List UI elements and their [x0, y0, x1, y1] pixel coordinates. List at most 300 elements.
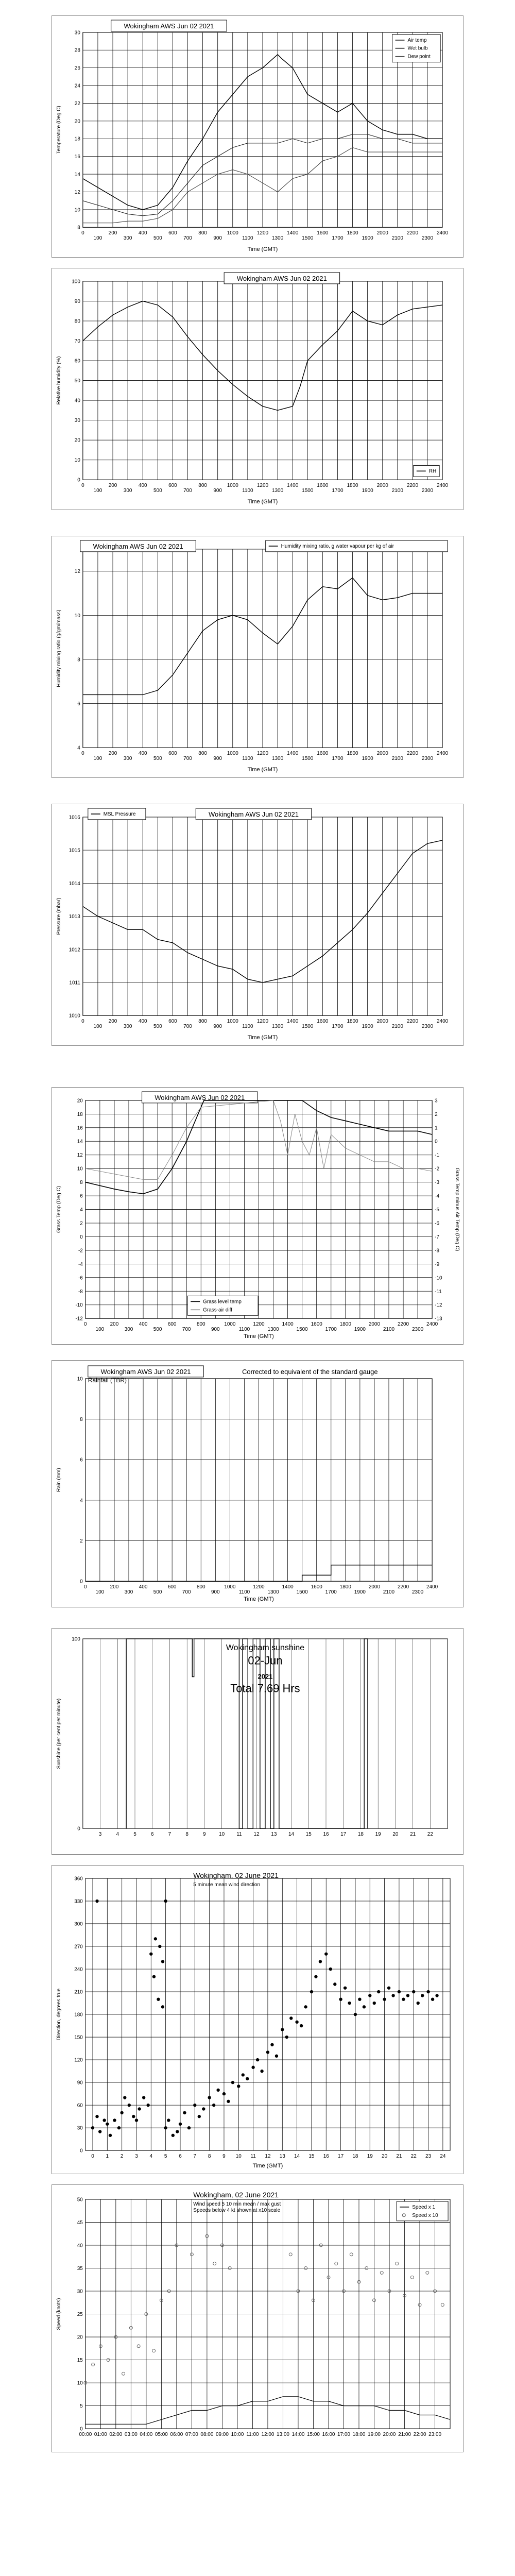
x-tick-label: 300 — [124, 1589, 133, 1596]
x-tick-label: 800 — [198, 483, 207, 489]
y-tick-label: 2 — [80, 1221, 83, 1227]
x-tick-label: 800 — [198, 751, 207, 757]
y2-tick-label: 0 — [435, 1139, 438, 1145]
x-tick-label: 0 — [81, 751, 84, 757]
x-tick-label: 21 — [396, 2154, 402, 2160]
x-tick-label: 1000 — [224, 1321, 236, 1328]
data-point — [421, 1994, 424, 1997]
x-tick-label: 15 — [308, 2154, 315, 2160]
x-axis-label: Time (GMT) — [247, 246, 278, 253]
chart-title: Wokingham AWS Jun 02 2021 — [154, 1093, 245, 1101]
x-tick-label: 400 — [139, 1321, 148, 1328]
x-tick-label: 13:00 — [276, 2432, 289, 2438]
y-tick-label: 300 — [74, 1921, 83, 1927]
x-tick-label: 1800 — [339, 1584, 351, 1590]
x-tick-label: 24 — [440, 2154, 446, 2160]
chart-svg-6 — [52, 1361, 463, 1607]
x-tick-label: 800 — [196, 1321, 205, 1328]
x-tick-label: 17:00 — [337, 2432, 350, 2438]
x-tick-label: 800 — [196, 1584, 205, 1590]
data-point — [319, 1960, 322, 1963]
x-tick-label: 9 — [222, 2154, 226, 2160]
x-tick-label: 100 — [95, 1327, 105, 1333]
data-point — [256, 2058, 259, 2061]
data-point — [354, 2013, 357, 2016]
x-tick-label: 12 — [253, 1832, 260, 1838]
x-tick-label: 09:00 — [215, 2432, 229, 2438]
x-tick-label: 1 — [106, 2154, 109, 2160]
data-point — [431, 1997, 434, 2001]
data-point — [246, 2077, 249, 2080]
x-tick-label: 1700 — [332, 756, 344, 762]
y-axis-label: Temperature (Deg C) — [56, 106, 62, 154]
y-tick-label: 70 — [74, 338, 80, 344]
x-tick-label: 18 — [357, 1832, 364, 1838]
x-tick-label: 13 — [271, 1832, 277, 1838]
y2-tick-label: -2 — [435, 1166, 440, 1172]
legend-label: Humidity mixing ratio, g water vapour per kg of air — [281, 543, 394, 549]
chart-subtitle: Rainfall (TBR) — [88, 1376, 127, 1384]
x-tick-label: 1200 — [256, 1019, 269, 1025]
x-tick-label: 2000 — [376, 230, 388, 236]
y-tick-label: 15 — [77, 2358, 83, 2364]
legend-label: RH — [428, 468, 437, 474]
y-tick-label: 30 — [77, 2289, 83, 2295]
x-tick-label: 17 — [340, 1832, 347, 1838]
y-tick-label: 330 — [74, 1899, 83, 1905]
x-tick-label: 2100 — [391, 235, 403, 242]
x-axis-label: Time (GMT) — [247, 1035, 278, 1041]
x-tick-label: 200 — [110, 1584, 119, 1590]
x-tick-label: 16 — [323, 1832, 329, 1838]
data-point — [212, 2104, 215, 2107]
chart-title: Wokingham AWS Jun 02 2021 — [124, 22, 214, 30]
x-tick-label: 1600 — [317, 751, 329, 757]
y-tick-label: 80 — [74, 318, 80, 325]
data-point — [179, 2123, 182, 2126]
x-tick-label: 11 — [250, 2154, 256, 2160]
legend-label: Air temp — [407, 37, 427, 43]
x-tick-label: 2100 — [391, 1024, 403, 1030]
y2-tick-label: -10 — [435, 1275, 442, 1281]
chart-subtitle: 5 minute mean wind direction — [193, 1882, 261, 1888]
data-point — [435, 1994, 438, 1997]
x-tick-label: 2400 — [426, 1584, 438, 1590]
x-tick-label: 1400 — [287, 1019, 299, 1025]
x-tick-label: 11:00 — [246, 2432, 259, 2438]
x-tick-label: 02:00 — [109, 2432, 123, 2438]
x-tick-label: 1200 — [253, 1584, 265, 1590]
x-tick-label: 1600 — [317, 483, 329, 489]
x-tick-label: 600 — [168, 751, 177, 757]
x-tick-label: 1600 — [311, 1321, 322, 1328]
y-tick-label: 10 — [77, 2380, 83, 2386]
x-tick-label: 1700 — [332, 235, 344, 242]
x-tick-label: 4 — [149, 2154, 153, 2160]
data-point — [198, 2115, 201, 2118]
x-tick-label: 21:00 — [398, 2432, 411, 2438]
x-tick-label: 1000 — [224, 1584, 236, 1590]
y-tick-label: 0 — [77, 477, 80, 483]
x-tick-label: 1000 — [227, 230, 238, 236]
data-point — [329, 1968, 332, 1971]
data-point — [339, 1997, 342, 2001]
x-tick-label: 2100 — [383, 1327, 395, 1333]
x-tick-label: 900 — [213, 235, 222, 242]
data-point — [161, 2005, 164, 2008]
x-tick-label: 9 — [203, 1832, 206, 1838]
data-point — [270, 2043, 273, 2046]
x-tick-label: 400 — [138, 1019, 147, 1025]
y-tick-label: 90 — [74, 298, 80, 304]
y-tick-label: 150 — [74, 2035, 83, 2041]
chart-svg-8 — [52, 1866, 463, 2174]
x-tick-label: 900 — [211, 1589, 220, 1596]
data-point — [275, 2055, 278, 2058]
data-point — [102, 2119, 106, 2122]
data-point — [149, 1952, 152, 1955]
chart-svg-3 — [52, 536, 463, 777]
y-tick-label: 2 — [80, 1538, 83, 1545]
y-tick-label: 4 — [80, 1498, 83, 1504]
x-tick-label: 700 — [183, 1024, 192, 1030]
x-tick-label: 1400 — [287, 230, 299, 236]
x-tick-label: 23 — [425, 2154, 432, 2160]
legend-label: Speed x 1 — [412, 2204, 436, 2210]
x-tick-label: 400 — [139, 1584, 148, 1590]
x-tick-label: 2100 — [391, 488, 403, 494]
x-tick-label: 1400 — [287, 483, 299, 489]
x-tick-label: 20 — [382, 2154, 388, 2160]
y-tick-label: 20 — [74, 437, 80, 444]
x-tick-label: 1400 — [282, 1584, 294, 1590]
chart-panel-6 — [52, 1360, 464, 1607]
x-tick-label: 2200 — [406, 230, 419, 236]
x-tick-label: 2200 — [406, 751, 419, 757]
x-tick-label: 2400 — [437, 230, 449, 236]
y-tick-label: 5 — [80, 2403, 83, 2410]
x-tick-label: 1200 — [256, 751, 269, 757]
y2-tick-label: -5 — [435, 1207, 440, 1213]
y-tick-label: 8 — [77, 657, 80, 663]
y-tick-label: 40 — [74, 398, 80, 404]
y-tick-label: 12 — [74, 569, 80, 575]
x-tick-label: 15 — [305, 1832, 312, 1838]
x-tick-label: 1800 — [347, 230, 358, 236]
data-point — [128, 2104, 131, 2107]
y-axis-label: Speed (knots) — [56, 2298, 62, 2330]
x-tick-label: 16 — [323, 2154, 329, 2160]
y2-tick-label: -6 — [435, 1221, 440, 1227]
chart-panel-2 — [52, 268, 464, 510]
chart-svg-7 — [52, 1629, 463, 1854]
chart-panel-1 — [52, 15, 464, 258]
x-tick-label: 1200 — [253, 1321, 265, 1328]
y-tick-label: 4 — [77, 745, 80, 751]
x-tick-label: 10 — [219, 1832, 225, 1838]
x-tick-label: 1700 — [325, 1327, 337, 1333]
chart-year: 2021 — [258, 1672, 273, 1681]
x-tick-label: 800 — [198, 230, 207, 236]
data-point — [333, 1982, 336, 1986]
y2-tick-label: -13 — [435, 1316, 442, 1322]
x-tick-label: 15:00 — [307, 2432, 320, 2438]
data-point — [187, 2126, 191, 2129]
x-tick-label: 1300 — [271, 235, 284, 242]
x-tick-label: 500 — [153, 1024, 162, 1030]
x-tick-label: 800 — [198, 1019, 207, 1025]
x-tick-label: 1700 — [332, 488, 344, 494]
chart-svg-1 — [52, 16, 463, 257]
y-axis-label: Relative humidity (%) — [56, 356, 62, 405]
data-point — [171, 2134, 175, 2137]
x-tick-label: 1900 — [362, 1024, 373, 1030]
y-tick-label: 6 — [77, 701, 80, 707]
x-tick-label: 0 — [84, 1321, 87, 1328]
chart-panel-7 — [52, 1628, 464, 1855]
data-point — [152, 1975, 156, 1978]
x-tick-label: 22 — [427, 1832, 433, 1838]
x-tick-label: 1800 — [347, 1019, 358, 1025]
x-tick-label: 500 — [153, 488, 162, 494]
x-tick-label: 400 — [138, 230, 147, 236]
x-tick-label: 11 — [236, 1832, 242, 1838]
x-tick-label: 1500 — [296, 1589, 308, 1596]
x-axis-label: Time (GMT) — [244, 1333, 274, 1340]
y-tick-label: 1014 — [68, 880, 80, 887]
y-tick-label: 360 — [74, 1876, 83, 1882]
chart-note: Speeds below 4 kt shown at x10 scale — [193, 2207, 281, 2213]
x-tick-label: 2 — [120, 2154, 124, 2160]
x-tick-label: 21 — [410, 1832, 416, 1838]
data-point — [227, 2100, 230, 2103]
y-tick-label: 210 — [74, 1989, 83, 1995]
x-tick-label: 7 — [168, 1832, 171, 1838]
y-tick-label: 10 — [74, 207, 80, 213]
data-point — [164, 1900, 167, 1903]
data-point — [391, 1994, 394, 1997]
data-point — [373, 2002, 376, 2005]
data-point — [202, 2107, 205, 2110]
y-tick-label: 0 — [80, 2148, 83, 2154]
y-tick-label: 30 — [74, 30, 80, 36]
x-tick-label: 1300 — [267, 1327, 279, 1333]
chart-title: Wokingham, 02 June 2021 — [193, 1871, 279, 1879]
x-tick-label: 2200 — [406, 483, 419, 489]
data-point — [426, 1990, 430, 1993]
data-point — [98, 2130, 101, 2133]
y-tick-label: 30 — [77, 2125, 83, 2131]
x-tick-label: 19 — [367, 2154, 373, 2160]
chart-panel-4 — [52, 804, 464, 1046]
y-tick-label: 1010 — [68, 1013, 80, 1019]
y-tick-label: 40 — [77, 2243, 83, 2249]
x-tick-label: 200 — [110, 1321, 119, 1328]
x-tick-label: 2300 — [421, 235, 434, 242]
x-tick-label: 1300 — [271, 756, 284, 762]
x-tick-label: 06:00 — [170, 2432, 183, 2438]
y-tick-label: 8 — [77, 225, 80, 231]
x-tick-label: 1900 — [354, 1327, 366, 1333]
x-tick-label: 1900 — [354, 1589, 366, 1596]
y-tick-label: 30 — [74, 418, 80, 424]
data-point — [183, 2111, 186, 2114]
legend-label: MSL Pressure — [103, 811, 136, 817]
data-point — [310, 1990, 313, 1993]
x-tick-label: 700 — [183, 756, 192, 762]
legend-label: Grass level temp — [203, 1299, 242, 1305]
x-tick-label: 900 — [213, 1024, 222, 1030]
x-tick-label: 500 — [153, 1327, 162, 1333]
x-tick-label: 400 — [138, 751, 147, 757]
y-tick-label: 10 — [74, 613, 80, 619]
x-tick-label: 1900 — [362, 756, 373, 762]
y-tick-label: -2 — [78, 1248, 83, 1254]
chart-total: Total 7.69 Hrs — [230, 1682, 300, 1695]
y-axis-label: Rain (mm) — [56, 1468, 62, 1492]
x-tick-label: 1900 — [362, 488, 373, 494]
data-point — [251, 2066, 254, 2069]
y2-tick-label: -9 — [435, 1261, 440, 1267]
y-tick-label: -8 — [78, 1289, 83, 1295]
y-tick-label: 180 — [74, 2012, 83, 2018]
x-tick-label: 300 — [123, 1024, 132, 1030]
y-tick-label: 0 — [80, 1579, 83, 1585]
data-point — [281, 2028, 284, 2031]
x-tick-label: 17 — [338, 2154, 344, 2160]
chart-title: Wokingham sunshine — [226, 1643, 305, 1652]
x-tick-label: 18 — [352, 2154, 358, 2160]
x-tick-label: 2300 — [421, 1024, 434, 1030]
x-tick-label: 0 — [81, 483, 84, 489]
data-point — [91, 2126, 94, 2129]
chart-title: Wokingham AWS Jun 02 2021 — [93, 542, 183, 550]
data-point — [237, 2084, 240, 2088]
x-tick-label: 1200 — [256, 230, 269, 236]
x-tick-label: 1100 — [242, 488, 253, 494]
x-tick-label: 0 — [81, 1019, 84, 1025]
x-tick-label: 4 — [116, 1832, 119, 1838]
x-tick-label: 18:00 — [352, 2432, 366, 2438]
chart-panel-9 — [52, 2184, 464, 2452]
x-tick-label: 2400 — [437, 483, 449, 489]
y-tick-label: 26 — [74, 65, 80, 72]
x-axis-label: Time (GMT) — [247, 499, 278, 505]
x-tick-label: 700 — [182, 1589, 191, 1596]
x-tick-label: 00:00 — [79, 2432, 92, 2438]
y-tick-label: 16 — [77, 1125, 83, 1131]
y-tick-label: -6 — [78, 1275, 83, 1281]
x-tick-label: 14 — [288, 1832, 295, 1838]
x-tick-label: 8 — [208, 2154, 211, 2160]
data-point — [324, 1952, 328, 1955]
x-tick-label: 07:00 — [185, 2432, 198, 2438]
y-tick-label: 20 — [74, 118, 80, 125]
x-tick-label: 2200 — [406, 1019, 419, 1025]
y2-tick-label: -3 — [435, 1180, 440, 1186]
x-tick-label: 700 — [183, 488, 192, 494]
chart-subtitle: 02-Jun — [248, 1654, 283, 1667]
x-tick-label: 200 — [108, 230, 117, 236]
data-point — [344, 1986, 347, 1989]
x-tick-label: 2300 — [412, 1327, 424, 1333]
chart-svg-9 — [52, 2185, 463, 2452]
chart-note: Corrected to equivalent of the standard gauge — [242, 1367, 378, 1376]
x-tick-label: 08:00 — [200, 2432, 214, 2438]
x-axis-label: Time (GMT) — [244, 1596, 274, 1603]
x-tick-label: 2400 — [437, 751, 449, 757]
y-tick-label: 6 — [80, 1193, 83, 1199]
data-point — [161, 1960, 164, 1963]
data-point — [295, 2021, 298, 2024]
x-tick-label: 1500 — [302, 756, 314, 762]
data-point — [157, 1997, 160, 2001]
x-tick-label: 2100 — [391, 756, 403, 762]
y-tick-label: -12 — [75, 1316, 83, 1322]
y-tick-label: 18 — [77, 1111, 83, 1117]
y-tick-label: 20 — [77, 1098, 83, 1104]
y-tick-label: 18 — [74, 136, 80, 142]
x-tick-label: 12:00 — [261, 2432, 274, 2438]
x-tick-label: 1500 — [302, 1024, 314, 1030]
x-tick-label: 1000 — [227, 1019, 238, 1025]
x-tick-label: 22 — [410, 2154, 417, 2160]
chart-svg-5 — [52, 1088, 463, 1344]
y-axis-label: Direction, degrees true — [56, 1988, 62, 2041]
x-tick-label: 1900 — [362, 235, 373, 242]
data-point — [368, 1994, 371, 1997]
x-tick-label: 600 — [167, 1584, 177, 1590]
x-tick-label: 2100 — [383, 1589, 395, 1596]
data-point — [363, 2005, 366, 2008]
x-tick-label: 1600 — [317, 230, 329, 236]
data-point — [176, 2130, 179, 2133]
data-point — [398, 1990, 401, 1993]
x-tick-label: 1200 — [256, 483, 269, 489]
x-tick-label: 2000 — [376, 751, 388, 757]
x-tick-label: 2300 — [421, 756, 434, 762]
x-tick-label: 1000 — [227, 751, 238, 757]
data-point — [135, 2119, 138, 2122]
y-tick-label: 1011 — [69, 980, 80, 986]
x-tick-label: 3 — [135, 2154, 138, 2160]
data-point — [222, 2092, 226, 2095]
y-tick-label: 28 — [74, 47, 80, 54]
x-tick-label: 2400 — [426, 1321, 438, 1328]
y-tick-label: 90 — [77, 2080, 83, 2086]
data-point — [95, 1900, 98, 1903]
y-tick-label: 22 — [74, 100, 80, 107]
x-tick-label: 2300 — [421, 488, 434, 494]
chart-panel-3 — [52, 536, 464, 778]
y-axis-label: Pressure (mbar) — [56, 897, 62, 935]
x-tick-label: 05:00 — [154, 2432, 168, 2438]
y-tick-label: 10 — [74, 457, 80, 464]
y-tick-label: 16 — [74, 154, 80, 160]
x-tick-label: 10:00 — [231, 2432, 244, 2438]
x-tick-label: 03:00 — [124, 2432, 138, 2438]
chart-title: Wokingham AWS Jun 02 2021 — [209, 810, 299, 818]
data-point — [164, 2126, 167, 2129]
x-tick-label: 2000 — [376, 483, 388, 489]
x-tick-label: 200 — [108, 751, 117, 757]
x-tick-label: 2300 — [412, 1589, 424, 1596]
y-tick-label: -4 — [78, 1261, 83, 1267]
data-point — [158, 1945, 161, 1948]
x-tick-label: 6 — [179, 2154, 182, 2160]
data-point — [123, 2096, 126, 2099]
y-tick-label: 60 — [74, 358, 80, 364]
